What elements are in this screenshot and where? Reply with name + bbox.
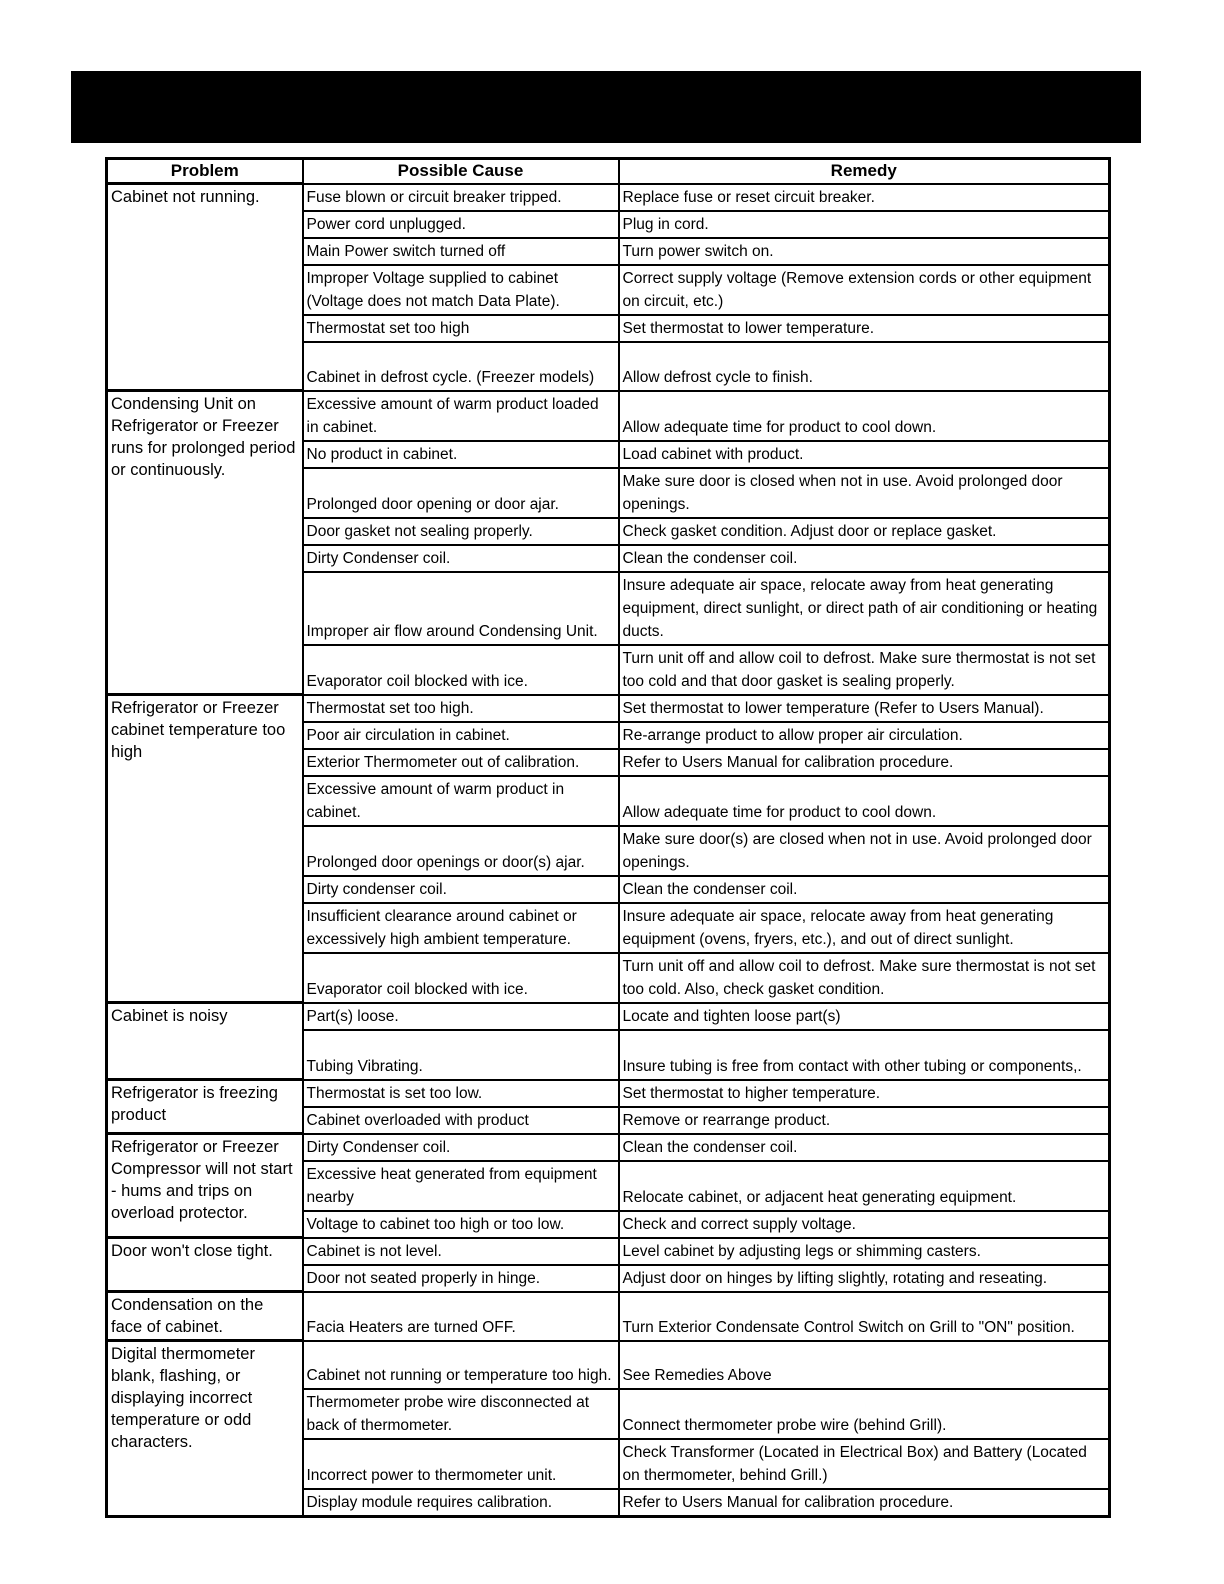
table-body <box>107 184 1110 1517</box>
remedy-cell: Clean the condenser coil. <box>619 1134 1110 1161</box>
remedy-cell: Make sure door is closed when not in use. Avoid prolonged door openings. <box>619 468 1110 518</box>
table-row <box>107 184 1110 211</box>
cause-cell: Poor air circulation in cabinet. <box>303 722 619 749</box>
cause-cell: Thermostat set too high. <box>303 695 619 722</box>
cause-cell: Dirty condenser coil. <box>303 876 619 903</box>
cause-cell: Door gasket not sealing properly. <box>303 518 619 545</box>
remedy-cell: Replace fuse or reset circuit breaker. <box>619 184 1110 211</box>
table-row <box>107 1003 1110 1030</box>
remedy-cell: Refer to Users Manual for calibration procedure. <box>619 1489 1110 1517</box>
remedy-cell: Load cabinet with product. <box>619 441 1110 468</box>
remedy-cell: Clean the condenser coil. <box>619 545 1110 572</box>
cause-cell: Fuse blown or circuit breaker tripped. <box>303 184 619 211</box>
cause-cell: Exterior Thermometer out of calibration. <box>303 749 619 776</box>
remedy-cell: Allow defrost cycle to finish. <box>619 342 1110 391</box>
problem-cell: Door won't close tight. <box>107 1238 303 1292</box>
cause-cell: Dirty Condenser coil. <box>303 545 619 572</box>
cause-cell: No product in cabinet. <box>303 441 619 468</box>
remedy-cell: Turn power switch on. <box>619 238 1110 265</box>
problem-cell: Condensation on the face of cabinet. <box>107 1292 303 1341</box>
remedy-cell: Correct supply voltage (Remove extension cords or other equipment on circuit, etc.) <box>619 265 1110 315</box>
header-possible-cause: Possible Cause <box>303 159 619 184</box>
problem-cell: Digital thermometer blank, flashing, or displaying incorrect temperature or odd characters. <box>107 1341 303 1517</box>
remedy-cell: Turn unit off and allow coil to defrost. Make sure thermostat is not set too cold. Also, check gasket condition. <box>619 953 1110 1003</box>
remedy-cell: Insure adequate air space, relocate away from heat generating equipment, direct sunlight, or direct path of air conditioning or heating ducts. <box>619 572 1110 645</box>
table-row <box>107 1080 1110 1107</box>
table-row <box>107 1341 1110 1389</box>
cause-cell: Cabinet is not level. <box>303 1238 619 1265</box>
table-row <box>107 1238 1110 1265</box>
remedy-cell: Relocate cabinet, or adjacent heat generating equipment. <box>619 1161 1110 1211</box>
problem-cell: Refrigerator is freezing product <box>107 1080 303 1134</box>
cause-cell: Insufficient clearance around cabinet or excessively high ambient temperature. <box>303 903 619 953</box>
table-row <box>107 391 1110 441</box>
cause-cell: Incorrect power to thermometer unit. <box>303 1439 619 1489</box>
remedy-cell: Allow adequate time for product to cool down. <box>619 776 1110 826</box>
table-row <box>107 695 1110 722</box>
problem-cell: Cabinet is noisy <box>107 1003 303 1080</box>
remedy-cell: Locate and tighten loose part(s) <box>619 1003 1110 1030</box>
remedy-cell: Check Transformer (Located in Electrical Box) and Battery (Located on thermometer, behind Grill.) <box>619 1439 1110 1489</box>
remedy-cell: Insure adequate air space, relocate away from heat generating equipment (ovens, fryers, etc.), and out of direct sunlight. <box>619 903 1110 953</box>
remedy-cell: Set thermostat to higher temperature. <box>619 1080 1110 1107</box>
remedy-cell: Turn Exterior Condensate Control Switch on Grill to "ON" position. <box>619 1292 1110 1341</box>
cause-cell: Thermostat is set too low. <box>303 1080 619 1107</box>
table-row <box>107 1134 1110 1161</box>
cause-cell: Cabinet overloaded with product <box>303 1107 619 1134</box>
remedy-cell: Refer to Users Manual for calibration procedure. <box>619 749 1110 776</box>
problem-cell: Refrigerator or Freezer cabinet temperature too high <box>107 695 303 1003</box>
remedy-cell: Set thermostat to lower temperature. <box>619 315 1110 342</box>
table-header-row <box>107 159 1110 184</box>
cause-cell: Evaporator coil blocked with ice. <box>303 953 619 1003</box>
remedy-cell: Insure tubing is free from contact with other tubing or components,. <box>619 1030 1110 1080</box>
cause-cell: Voltage to cabinet too high or too low. <box>303 1211 619 1238</box>
problem-cell: Condensing Unit on Refrigerator or Freezer runs for prolonged period or continuously. <box>107 391 303 695</box>
troubleshooting-table <box>105 157 1111 1518</box>
cause-cell: Thermostat set too high <box>303 315 619 342</box>
remedy-cell: Check gasket condition. Adjust door or replace gasket. <box>619 518 1110 545</box>
problem-cell: Refrigerator or Freezer Compressor will not start - hums and trips on overload protector. <box>107 1134 303 1238</box>
cause-cell: Improper air flow around Condensing Unit. <box>303 572 619 645</box>
remedy-cell: Adjust door on hinges by lifting slightly, rotating and reseating. <box>619 1265 1110 1292</box>
cause-cell: Excessive amount of warm product in cabinet. <box>303 776 619 826</box>
cause-cell: Improper Voltage supplied to cabinet (Voltage does not match Data Plate). <box>303 265 619 315</box>
remedy-cell: See Remedies Above <box>619 1341 1110 1389</box>
cause-cell: Excessive amount of warm product loaded in cabinet. <box>303 391 619 441</box>
table-row <box>107 1292 1110 1341</box>
cause-cell: Dirty Condenser coil. <box>303 1134 619 1161</box>
cause-cell: Door not seated properly in hinge. <box>303 1265 619 1292</box>
cause-cell: Tubing Vibrating. <box>303 1030 619 1080</box>
cause-cell: Facia Heaters are turned OFF. <box>303 1292 619 1341</box>
cause-cell: Power cord unplugged. <box>303 211 619 238</box>
remedy-cell: Remove or rearrange product. <box>619 1107 1110 1134</box>
remedy-cell: Clean the condenser coil. <box>619 876 1110 903</box>
cause-cell: Excessive heat generated from equipment nearby <box>303 1161 619 1211</box>
cause-cell: Display module requires calibration. <box>303 1489 619 1517</box>
remedy-cell: Set thermostat to lower temperature (Refer to Users Manual). <box>619 695 1110 722</box>
cause-cell: Cabinet in defrost cycle. (Freezer models) <box>303 342 619 391</box>
cause-cell: Part(s) loose. <box>303 1003 619 1030</box>
cause-cell: Cabinet not running or temperature too high. <box>303 1341 619 1389</box>
remedy-cell: Re-arrange product to allow proper air circulation. <box>619 722 1110 749</box>
remedy-cell: Level cabinet by adjusting legs or shimming casters. <box>619 1238 1110 1265</box>
remedy-cell: Connect thermometer probe wire (behind Grill). <box>619 1389 1110 1439</box>
cause-cell: Prolonged door openings or door(s) ajar. <box>303 826 619 876</box>
cause-cell: Main Power switch turned off <box>303 238 619 265</box>
header-banner <box>71 71 1141 143</box>
cause-cell: Prolonged door opening or door ajar. <box>303 468 619 518</box>
problem-cell: Cabinet not running. <box>107 184 303 391</box>
header-problem: Problem <box>107 159 303 184</box>
header-remedy: Remedy <box>619 159 1110 184</box>
remedy-cell: Plug in cord. <box>619 211 1110 238</box>
remedy-cell: Make sure door(s) are closed when not in use. Avoid prolonged door openings. <box>619 826 1110 876</box>
cause-cell: Thermometer probe wire disconnected at back of thermometer. <box>303 1389 619 1439</box>
cause-cell: Evaporator coil blocked with ice. <box>303 645 619 695</box>
remedy-cell: Check and correct supply voltage. <box>619 1211 1110 1238</box>
remedy-cell: Turn unit off and allow coil to defrost. Make sure thermostat is not set too cold and that door gasket is sealing properly. <box>619 645 1110 695</box>
remedy-cell: Allow adequate time for product to cool down. <box>619 391 1110 441</box>
